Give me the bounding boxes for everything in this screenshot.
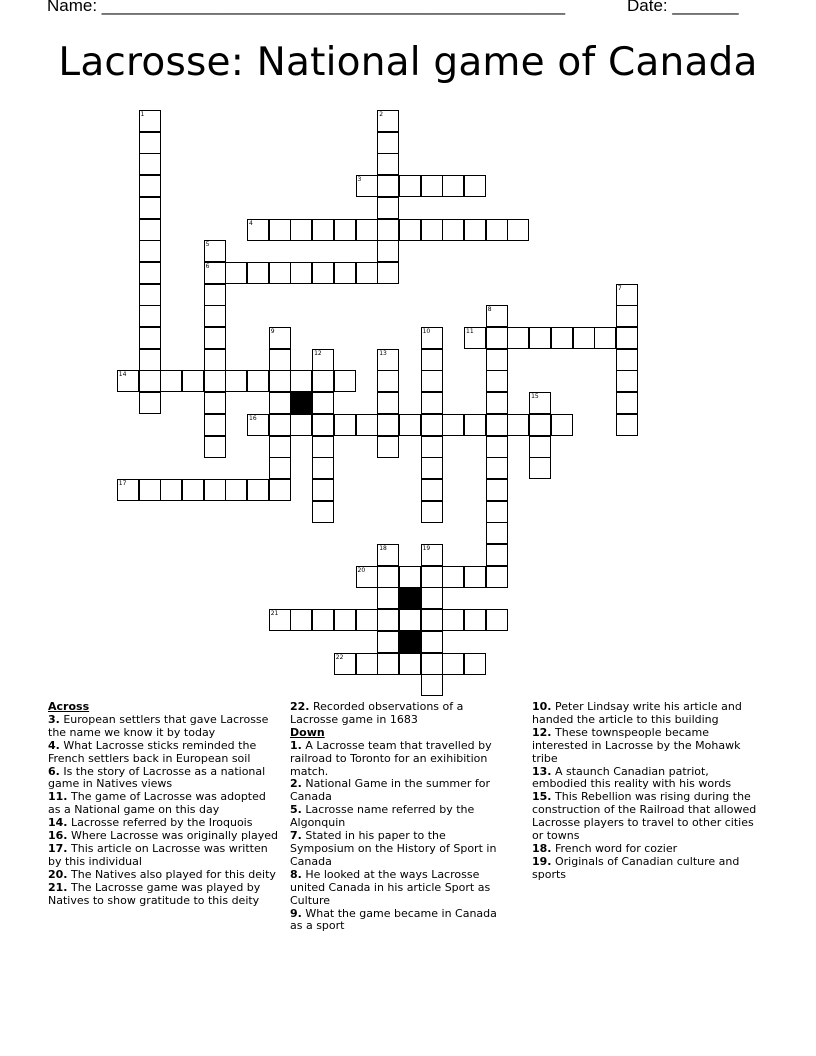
date-field[interactable]: Date: _______ bbox=[627, 0, 739, 15]
grid-cell[interactable] bbox=[464, 414, 486, 436]
grid-cell[interactable] bbox=[312, 501, 334, 523]
grid-cell[interactable] bbox=[356, 414, 378, 436]
grid-cell[interactable] bbox=[377, 566, 399, 588]
grid-cell[interactable] bbox=[442, 566, 464, 588]
grid-cell[interactable] bbox=[139, 110, 161, 132]
grid-cell[interactable] bbox=[442, 219, 464, 241]
down-clue bbox=[532, 856, 764, 882]
cell-number: 11 bbox=[466, 328, 474, 335]
grid-cell[interactable] bbox=[334, 609, 356, 631]
clue-text: The Natives also played for this deity bbox=[67, 867, 276, 881]
clue-number: 17. bbox=[48, 841, 68, 855]
clue-text: This Rebellion was rising during the construction of the Railroad that allowed Lacrosse players to travel to other cities or towns bbox=[532, 790, 757, 843]
grid-cell[interactable] bbox=[117, 479, 139, 501]
clue-number: 22. bbox=[290, 700, 310, 713]
grid-cell[interactable] bbox=[464, 219, 486, 241]
grid-cell[interactable] bbox=[377, 653, 399, 675]
grid-cell[interactable] bbox=[377, 197, 399, 219]
clue-text: Stated in his paper to the Symposium on the History of Sport in Canada bbox=[290, 829, 497, 868]
grid-cell[interactable] bbox=[486, 457, 508, 479]
grid-cell[interactable] bbox=[399, 175, 421, 197]
clue-number: 12. bbox=[532, 725, 552, 739]
grid-cell[interactable] bbox=[204, 284, 226, 306]
down-clue bbox=[532, 766, 764, 792]
grid-cell[interactable] bbox=[312, 392, 334, 414]
grid-cell[interactable] bbox=[312, 479, 334, 501]
grid-cell[interactable] bbox=[421, 219, 443, 241]
grid-cell[interactable] bbox=[486, 609, 508, 631]
grid-cell[interactable] bbox=[204, 479, 226, 501]
clue-text: Is the story of Lacrosse as a national game in Natives views bbox=[48, 764, 266, 791]
grid-cell[interactable] bbox=[377, 587, 399, 609]
grid-cell[interactable] bbox=[247, 219, 269, 241]
clue-text: What Lacrosse sticks reminded the French settlers back in European soil bbox=[48, 738, 257, 765]
clue-text: The Lacrosse game was played by Natives to show gratitude to this deity bbox=[48, 880, 261, 907]
grid-cell[interactable] bbox=[139, 262, 161, 284]
grid-cell[interactable] bbox=[139, 349, 161, 371]
grid-cell[interactable] bbox=[356, 262, 378, 284]
grid-cell[interactable] bbox=[486, 566, 508, 588]
clue-number: 14. bbox=[48, 816, 68, 830]
cell-number: 3 bbox=[357, 176, 362, 184]
grid-cell[interactable] bbox=[204, 370, 226, 392]
grid-cell[interactable] bbox=[312, 370, 334, 392]
grid-cell[interactable] bbox=[290, 370, 312, 392]
clue-number: 3. bbox=[48, 712, 60, 726]
clue-text: A staunch Canadian patriot, embodied this reality with his words bbox=[532, 764, 732, 791]
grid-cell[interactable] bbox=[139, 153, 161, 175]
cell-number: 9 bbox=[270, 328, 275, 335]
grid-cell[interactable] bbox=[529, 327, 551, 349]
cell-number: 17 bbox=[118, 479, 127, 487]
grid-cell[interactable] bbox=[464, 327, 486, 349]
grid-cell[interactable] bbox=[377, 349, 399, 371]
grid-cell[interactable] bbox=[421, 501, 443, 523]
grid-cell[interactable] bbox=[312, 262, 334, 284]
cell-number: 10 bbox=[422, 328, 431, 335]
grid-cell[interactable] bbox=[486, 349, 508, 371]
grid-cell[interactable] bbox=[247, 414, 269, 436]
grid-cell[interactable] bbox=[160, 479, 182, 501]
grid-cell[interactable] bbox=[139, 132, 161, 154]
grid-cell[interactable] bbox=[573, 327, 595, 349]
grid-cell[interactable] bbox=[486, 327, 508, 349]
clue-text: Lacrosse name referred by the Algonquin bbox=[290, 803, 475, 830]
grid-cell[interactable] bbox=[421, 370, 443, 392]
grid-cell[interactable] bbox=[377, 132, 399, 154]
grid-cell[interactable] bbox=[269, 349, 291, 371]
grid-cell[interactable] bbox=[139, 175, 161, 197]
grid-cell[interactable] bbox=[247, 370, 269, 392]
blocked-cell bbox=[290, 392, 312, 414]
grid-cell[interactable] bbox=[442, 414, 464, 436]
grid-cell[interactable] bbox=[616, 414, 638, 436]
blocked-cell bbox=[399, 587, 421, 609]
grid-cell[interactable] bbox=[160, 370, 182, 392]
grid-cell[interactable] bbox=[269, 479, 291, 501]
cell-number: 8 bbox=[487, 306, 492, 314]
clue-text: A Lacrosse team that travelled by railroad to Toronto for an exihibition match. bbox=[290, 738, 492, 778]
grid-cell[interactable] bbox=[529, 436, 551, 458]
clue-number: 19. bbox=[532, 854, 552, 868]
grid-cell[interactable] bbox=[334, 653, 356, 675]
grid-cell[interactable] bbox=[269, 414, 291, 436]
down-clue bbox=[532, 701, 764, 727]
grid-cell[interactable] bbox=[182, 479, 204, 501]
grid-cell[interactable] bbox=[399, 566, 421, 588]
grid-cell[interactable] bbox=[377, 153, 399, 175]
grid-cell[interactable] bbox=[356, 219, 378, 241]
grid-cell[interactable] bbox=[204, 305, 226, 327]
across-clue bbox=[48, 740, 280, 766]
clues-column-2 bbox=[290, 701, 512, 933]
grid-cell[interactable] bbox=[616, 349, 638, 371]
cell-number: 1 bbox=[140, 111, 145, 118]
grid-cell[interactable] bbox=[421, 349, 443, 371]
clue-number: 11. bbox=[48, 790, 68, 804]
clue-text: Peter Lindsay write his article and handed the article to this building bbox=[532, 700, 742, 726]
grid-cell[interactable] bbox=[139, 284, 161, 306]
cell-number: 4 bbox=[249, 219, 253, 227]
grid-cell[interactable] bbox=[421, 414, 443, 436]
grid-cell[interactable] bbox=[204, 240, 226, 262]
clues-column-3 bbox=[532, 701, 764, 882]
grid-cell[interactable] bbox=[486, 370, 508, 392]
cell-number: 12 bbox=[314, 349, 322, 357]
grid-cell[interactable] bbox=[442, 653, 464, 675]
grid-cell[interactable] bbox=[421, 392, 443, 414]
grid-cell[interactable] bbox=[464, 175, 486, 197]
clue-text: European settlers that gave Lacrosse the name we know it by today bbox=[48, 712, 269, 739]
grid-cell[interactable] bbox=[204, 414, 226, 436]
clue-text: Recorded observations of a Lacrosse game in 1683 bbox=[290, 700, 464, 726]
grid-cell[interactable] bbox=[551, 327, 573, 349]
down-clue bbox=[290, 740, 512, 779]
down-clue bbox=[290, 804, 512, 830]
clue-text: The game of Lacrosse was adopted as a National game on this day bbox=[48, 790, 266, 817]
grid-cell[interactable] bbox=[334, 219, 356, 241]
grid-cell[interactable] bbox=[421, 674, 443, 696]
grid-cell[interactable] bbox=[377, 175, 399, 197]
grid-cell[interactable] bbox=[421, 175, 443, 197]
clue-number: 7. bbox=[290, 829, 302, 843]
grid-cell[interactable] bbox=[312, 609, 334, 631]
grid-cell[interactable] bbox=[377, 609, 399, 631]
page-title: Lacrosse: National game of Canada bbox=[58, 40, 758, 85]
clue-text: Where Lacrosse was originally played bbox=[67, 829, 278, 843]
across-clue bbox=[48, 843, 280, 869]
blocked-cell bbox=[399, 631, 421, 653]
grid-cell[interactable] bbox=[356, 175, 378, 197]
grid-cell[interactable] bbox=[269, 436, 291, 458]
down-clue bbox=[532, 791, 764, 843]
grid-cell[interactable] bbox=[377, 631, 399, 653]
grid-cell[interactable] bbox=[290, 262, 312, 284]
clue-number: 13. bbox=[532, 764, 552, 778]
grid-cell[interactable] bbox=[486, 414, 508, 436]
grid-cell[interactable] bbox=[139, 327, 161, 349]
down-clue bbox=[290, 869, 512, 908]
grid-cell[interactable] bbox=[356, 653, 378, 675]
grid-cell[interactable] bbox=[334, 262, 356, 284]
cell-number: 6 bbox=[205, 262, 210, 270]
grid-cell[interactable] bbox=[377, 436, 399, 458]
grid-cell[interactable] bbox=[139, 240, 161, 262]
clue-number: 1. bbox=[290, 738, 302, 752]
grid-cell[interactable] bbox=[616, 392, 638, 414]
cell-number: 22 bbox=[335, 653, 344, 661]
grid-cell[interactable] bbox=[464, 566, 486, 588]
grid-cell[interactable] bbox=[377, 219, 399, 241]
down-heading: Down bbox=[290, 725, 325, 739]
grid-cell[interactable] bbox=[464, 653, 486, 675]
grid-cell[interactable] bbox=[377, 392, 399, 414]
grid-cell[interactable] bbox=[399, 414, 421, 436]
grid-cell[interactable] bbox=[486, 219, 508, 241]
grid-cell[interactable] bbox=[139, 197, 161, 219]
cell-number: 20 bbox=[357, 566, 366, 574]
grid-cell[interactable] bbox=[507, 327, 529, 349]
grid-cell[interactable] bbox=[225, 370, 247, 392]
grid-cell[interactable] bbox=[529, 457, 551, 479]
down-clue bbox=[290, 908, 512, 934]
grid-cell[interactable] bbox=[486, 522, 508, 544]
grid-cell[interactable] bbox=[204, 262, 226, 284]
clue-number: 21. bbox=[48, 880, 68, 894]
grid-cell[interactable] bbox=[312, 457, 334, 479]
grid-cell[interactable] bbox=[377, 414, 399, 436]
grid-cell[interactable] bbox=[464, 609, 486, 631]
grid-cell[interactable] bbox=[399, 219, 421, 241]
grid-cell[interactable] bbox=[486, 305, 508, 327]
grid-cell[interactable] bbox=[594, 327, 616, 349]
grid-cell[interactable] bbox=[225, 479, 247, 501]
cell-number: 21 bbox=[270, 610, 279, 618]
grid-cell[interactable] bbox=[204, 349, 226, 371]
clue-text: What the game became in Canada as a sport bbox=[290, 906, 497, 933]
grid-cell[interactable] bbox=[529, 392, 551, 414]
down-clue bbox=[290, 778, 512, 804]
clue-number: 9. bbox=[290, 906, 302, 920]
grid-cell[interactable] bbox=[377, 110, 399, 132]
grid-cell[interactable] bbox=[616, 284, 638, 306]
grid-cell[interactable] bbox=[269, 370, 291, 392]
clue-text: Lacrosse referred by the Iroquois bbox=[67, 816, 253, 830]
grid-cell[interactable] bbox=[139, 219, 161, 241]
clue-number: 6. bbox=[48, 764, 60, 778]
grid-cell[interactable] bbox=[377, 370, 399, 392]
grid-cell[interactable] bbox=[421, 631, 443, 653]
clue-number: 5. bbox=[290, 803, 302, 817]
clue-text: These townspeople became interested in Lacrosse by the Mohawk tribe bbox=[532, 725, 741, 765]
grid-cell[interactable] bbox=[356, 566, 378, 588]
clue-number: 20. bbox=[48, 867, 68, 881]
across-clue bbox=[48, 882, 280, 908]
grid-cell[interactable] bbox=[486, 544, 508, 566]
grid-cell[interactable] bbox=[377, 240, 399, 262]
clue-text: Originals of Canadian culture and sports bbox=[532, 854, 740, 881]
clue-number: 2. bbox=[290, 777, 302, 791]
grid-cell[interactable] bbox=[269, 457, 291, 479]
grid-cell[interactable] bbox=[204, 392, 226, 414]
grid-cell[interactable] bbox=[421, 436, 443, 458]
clue-number: 16. bbox=[48, 829, 68, 843]
cell-number: 2 bbox=[379, 111, 384, 118]
grid-cell[interactable] bbox=[290, 414, 312, 436]
across-clue bbox=[48, 766, 280, 792]
grid-cell[interactable] bbox=[139, 305, 161, 327]
grid-cell[interactable] bbox=[247, 262, 269, 284]
grid-cell[interactable] bbox=[421, 566, 443, 588]
grid-cell[interactable] bbox=[486, 479, 508, 501]
clue-number: 15. bbox=[532, 790, 552, 804]
grid-cell[interactable] bbox=[269, 392, 291, 414]
clues-column-1 bbox=[48, 701, 280, 908]
cell-number: 13 bbox=[379, 349, 387, 357]
across-clue bbox=[48, 791, 280, 817]
grid-cell[interactable] bbox=[421, 457, 443, 479]
grid-cell[interactable] bbox=[377, 262, 399, 284]
grid-cell[interactable] bbox=[356, 609, 378, 631]
grid-cell[interactable] bbox=[377, 544, 399, 566]
grid-cell[interactable] bbox=[204, 436, 226, 458]
grid-cell[interactable] bbox=[399, 609, 421, 631]
cell-number: 19 bbox=[422, 545, 431, 552]
name-field[interactable]: Name: _________________________________________________ bbox=[47, 0, 566, 15]
across-clue bbox=[290, 701, 512, 727]
grid-cell[interactable] bbox=[507, 414, 529, 436]
grid-cell[interactable] bbox=[290, 219, 312, 241]
cell-number: 15 bbox=[531, 393, 539, 401]
down-clue bbox=[532, 727, 764, 766]
grid-cell[interactable] bbox=[247, 479, 269, 501]
grid-cell[interactable] bbox=[269, 327, 291, 349]
grid-cell[interactable] bbox=[421, 327, 443, 349]
grid-cell[interactable] bbox=[421, 609, 443, 631]
grid-cell[interactable] bbox=[507, 219, 529, 241]
grid-cell[interactable] bbox=[421, 479, 443, 501]
grid-cell[interactable] bbox=[616, 327, 638, 349]
grid-cell[interactable] bbox=[551, 414, 573, 436]
clue-text: National Game in the summer for Canada bbox=[290, 777, 491, 804]
down-clue bbox=[290, 830, 512, 869]
grid-cell[interactable] bbox=[616, 370, 638, 392]
clue-number: 10. bbox=[532, 700, 552, 713]
grid-cell[interactable] bbox=[486, 436, 508, 458]
cell-number: 14 bbox=[118, 371, 127, 379]
grid-cell[interactable] bbox=[486, 392, 508, 414]
grid-cell[interactable] bbox=[139, 370, 161, 392]
grid-cell[interactable] bbox=[486, 501, 508, 523]
grid-cell[interactable] bbox=[442, 609, 464, 631]
cell-number: 5 bbox=[205, 241, 210, 249]
grid-cell[interactable] bbox=[269, 262, 291, 284]
grid-cell[interactable] bbox=[334, 414, 356, 436]
clue-number: 18. bbox=[532, 841, 552, 855]
clue-text: French word for cozier bbox=[551, 841, 678, 855]
grid-cell[interactable] bbox=[290, 609, 312, 631]
clue-text: This article on Lacrosse was written by this individual bbox=[48, 841, 268, 868]
grid-cell[interactable] bbox=[312, 219, 334, 241]
across-heading: Across bbox=[48, 700, 90, 713]
grid-cell[interactable] bbox=[225, 262, 247, 284]
grid-cell[interactable] bbox=[312, 349, 334, 371]
grid-cell[interactable] bbox=[312, 414, 334, 436]
clue-number: 4. bbox=[48, 738, 60, 752]
clue-text: He looked at the ways Lacrosse united Canada in his article Sport as Culture bbox=[290, 867, 491, 907]
grid-cell[interactable] bbox=[139, 392, 161, 414]
grid-cell[interactable] bbox=[204, 327, 226, 349]
cell-number: 7 bbox=[617, 284, 622, 292]
cell-number: 16 bbox=[249, 414, 257, 422]
clue-number: 8. bbox=[290, 867, 302, 881]
grid-cell[interactable] bbox=[529, 414, 551, 436]
across-clue bbox=[48, 714, 280, 740]
grid-cell[interactable] bbox=[421, 653, 443, 675]
grid-cell[interactable] bbox=[182, 370, 204, 392]
grid-cell[interactable] bbox=[269, 219, 291, 241]
grid-cell[interactable] bbox=[616, 305, 638, 327]
grid-cell[interactable] bbox=[269, 609, 291, 631]
grid-cell[interactable] bbox=[117, 370, 139, 392]
grid-cell[interactable] bbox=[312, 436, 334, 458]
grid-cell[interactable] bbox=[421, 544, 443, 566]
grid-cell[interactable] bbox=[421, 587, 443, 609]
cell-number: 18 bbox=[379, 545, 387, 552]
grid-cell[interactable] bbox=[399, 653, 421, 675]
grid-cell[interactable] bbox=[334, 370, 356, 392]
grid-cell[interactable] bbox=[139, 479, 161, 501]
grid-cell[interactable] bbox=[442, 175, 464, 197]
